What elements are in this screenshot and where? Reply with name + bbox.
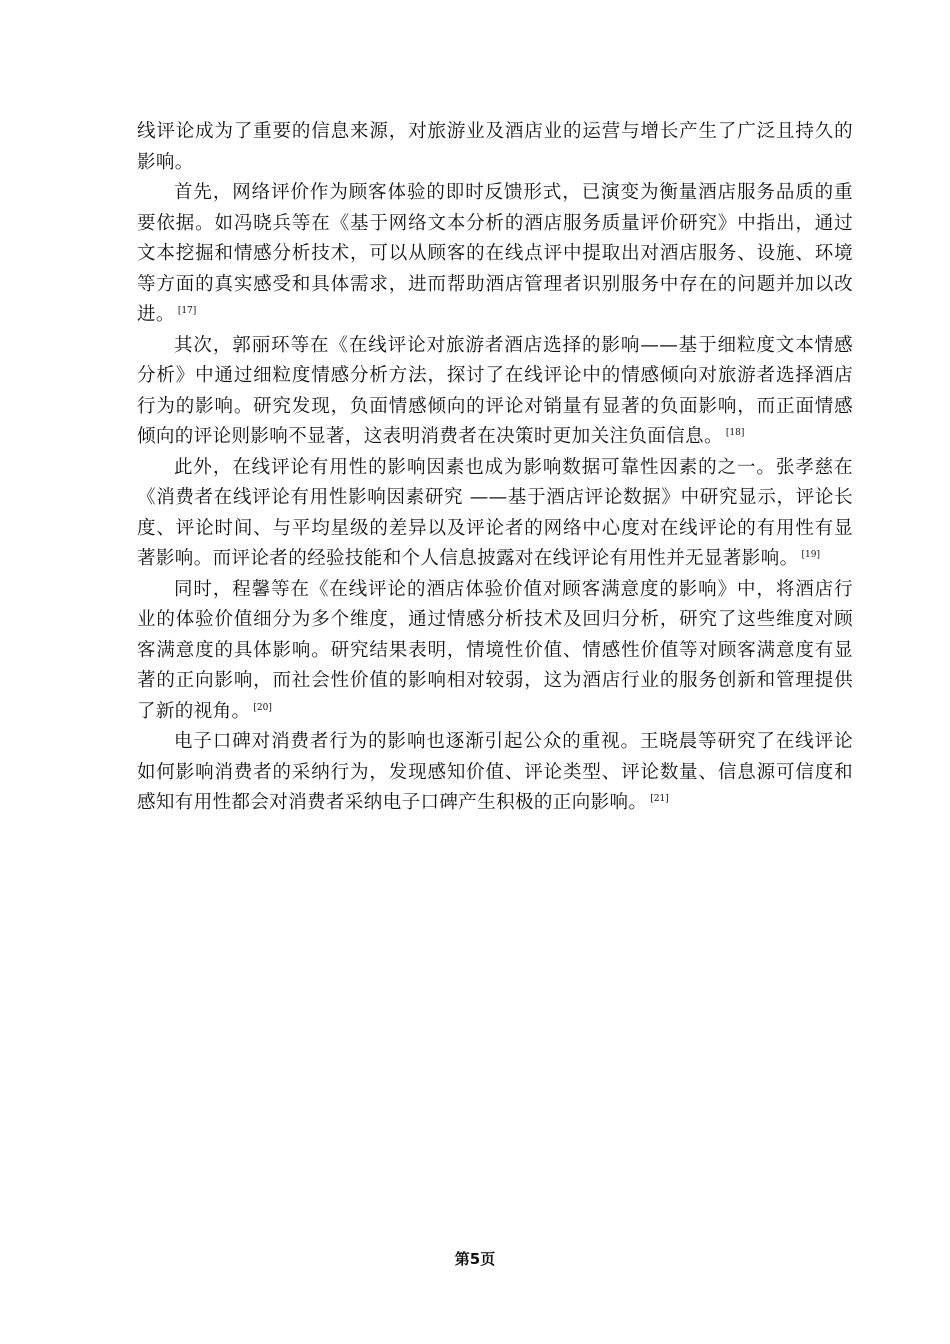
paragraph-text: 此外，在线评论有用性的影响因素也成为影响数据可靠性因素的之一。张孝慈在《消费者在线评论有用性影响因素研究 ——基于酒店评论数据》中研究显示，评论长度、评论时间、与平均星级的差异以及评论者的网络中心度对在线评论的有用性有显著影响。而评论者的经验技能和个人信息披露对在线评论有用性并无显著影响。 bbox=[137, 456, 853, 569]
paragraph-service-quality bbox=[137, 178, 853, 331]
paragraph-text: 同时，程馨等在《在线评论的酒店体验价值对顾客满意度的影响》中，将酒店行业的体验价值细分为多个维度，通过情感分析技术及回归分析，研究了这些维度对顾客满意度的具体影响。研究结果表明，情境性价值、情感性价值等对顾客满意度有显著的正向影响，而社会性价值的影响相对较弱，这为酒店行业的服务创新和管理提供了新的视角。 bbox=[137, 578, 853, 722]
citation-marker: [21] bbox=[650, 794, 669, 804]
paragraph-text: 首先，网络评价作为顾客体验的即时反馈形式，已演变为衡量酒店服务品质的重要依据。如冯晓兵等在《基于网络文本分析的酒店服务质量评价研究》中指出，通过文本挖掘和情感分析技术，可以从顾客的在线点评中提取出对酒店服务、设施、环境等方面的真实感受和具体需求，进而帮助酒店管理者识别服务中存在的问题并加以改进。 bbox=[137, 182, 853, 325]
paragraph-text: 线评论成为了重要的信息来源，对旅游业及酒店业的运营与增长产生了广泛且持久的影响。 bbox=[137, 121, 853, 173]
paragraph-continuation bbox=[137, 117, 853, 178]
paragraph-sentiment-choice bbox=[137, 331, 853, 453]
paragraph-review-usefulness bbox=[137, 453, 853, 575]
citation-marker: [19] bbox=[801, 550, 820, 560]
citation-marker: [18] bbox=[725, 428, 745, 438]
paragraph-ewom bbox=[137, 727, 853, 819]
citation-marker: [20] bbox=[253, 702, 272, 713]
paragraph-text: 电子口碑对消费者行为的影响也逐渐引起公众的重视。王晓晨等研究了在线评论如何影响消费者的采纳行为，发现感知价值、评论类型、评论数量、信息源可信度和感知有用性都会对消费者采纳电子口碑产生积极的正向影响。 bbox=[137, 731, 853, 813]
paragraph-experience-value bbox=[137, 575, 853, 728]
citation-marker: [17] bbox=[177, 306, 197, 316]
page-number: 第5页 bbox=[454, 1250, 496, 1268]
paragraph-text: 其次，郭丽环等在《在线评论对旅游者酒店选择的影响——基于细粒度文本情感分析》中通过细粒度情感分析方法，探讨了在线评论中的情感倾向对旅游者选择酒店行为的影响。研究发现，负面情感倾向的评论对销量有显著的负面影响，而正面情感倾向的评论则影响不显著，这表明消费者在决策时更加关注负面信息。 bbox=[137, 334, 853, 447]
document-body bbox=[137, 117, 853, 819]
